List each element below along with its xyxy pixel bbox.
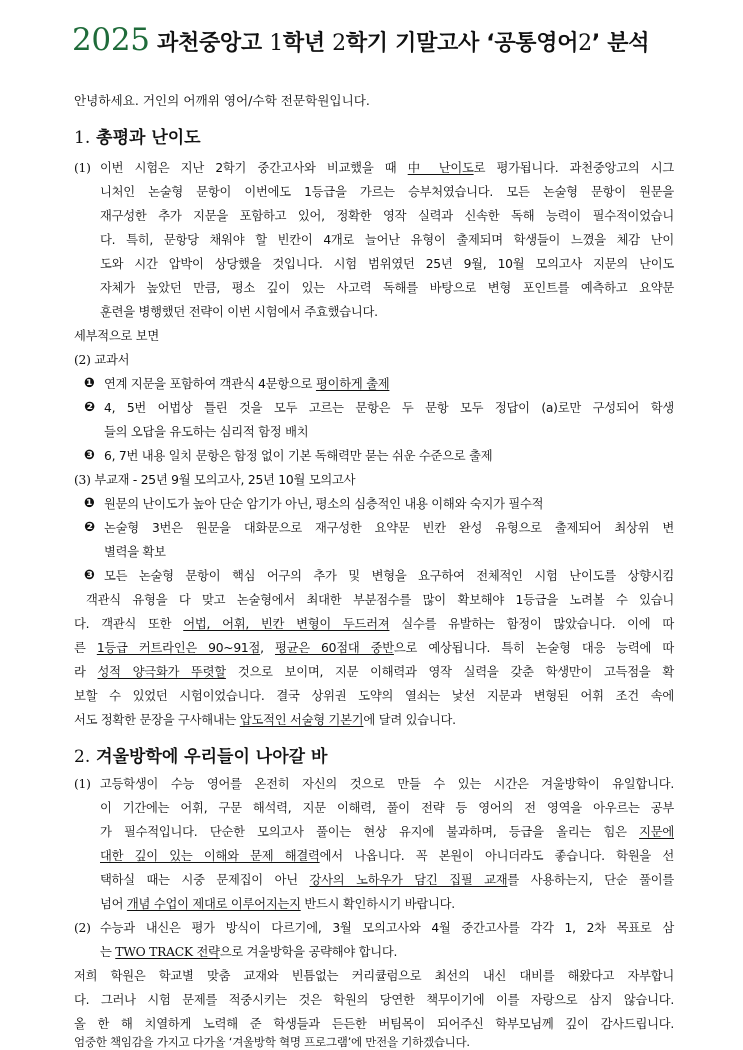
s1-p2-marker: (2) [74, 353, 91, 367]
text-span: 에서 나옵니다. 꼭 본원이 아니더라도 좋습니다. 학원을 선 [319, 849, 674, 863]
s1-p1-line-5: 도와 시간 압박이 상당했을 것입니다. 시험 범위였던 25년 9월, 10월 모의고사 지문의 난이도 [100, 257, 674, 271]
closing-line-2: 다. 그러나 시험 문제를 적중시키는 것은 학원의 당연한 책무이기에 이를 자랑으로 삼지 않습니다. [74, 993, 674, 1007]
section-2-heading [74, 742, 327, 767]
bullet-2-icon: ❷ [84, 520, 95, 535]
s1-p3-bullet-3: 모든 논술형 문항이 핵심 어구의 추가 및 변형을 요구하여 전체적인 시험 난이도를 상향시킴 [104, 569, 674, 583]
s2-p1-line-1: 고등학생이 수능 영어를 온전히 자신의 것으로 만들 수 있는 시간은 겨울방학이 유일합니다. [100, 777, 674, 791]
closing-line-1: 저희 학원은 학교별 맞춤 교재와 빈틈없는 커리큘럼으로 최선의 내신 대비를 해왔다고 자부합니 [74, 969, 674, 983]
section-2-title: 겨울방학에 우리들이 나아갈 바 [96, 747, 328, 767]
text-span: 넘어 [100, 897, 127, 911]
s1-p3-bullet-2-line-1: 논술형 3번은 원문을 대화문으로 재구성한 요약문 빈칸 완성 유형으로 출제되어 최상위 변 [104, 521, 674, 535]
text-span: 택하실 때는 시중 문제집이 아닌 [100, 873, 310, 887]
underlined-text: 中 난이도 [407, 161, 474, 175]
s1-p1-line-6: 자체가 높았던 만큼, 평소 깊이 있는 사고력 독해를 바탕으로 변형 포인트를 예측하고 요약문 [100, 281, 674, 295]
underlined-text: 평이하게 출제 [315, 377, 390, 391]
bullet-3-icon: ❸ [84, 568, 95, 583]
bullet-2-icon: ❷ [84, 400, 95, 415]
s1-p1-line-4: 다. 특히, 문항당 채워야 할 빈칸이 4개로 늘어난 유형이 출제되며 학생들이 느꼈을 체감 난이 [100, 233, 674, 247]
closing-line-3: 올 한 해 치열하게 노력해 준 학생들과 든든한 버팀목이 되어주신 학부모님께 깊이 감사드립니다. [74, 1017, 674, 1031]
text-span: 으로 예상됩니다. 특히 논술형 대응 능력에 따 [393, 641, 674, 655]
s2-p1-line-4 [100, 848, 674, 864]
underlined-text: 1등급 커트라인은 90~91점 [96, 641, 261, 655]
detail-intro: 세부적으로 보면 [74, 329, 160, 343]
s1-p3-header [74, 472, 355, 488]
summary-line-5: 보할 수 있었던 시험이었습니다. 결국 상위권 도약의 열쇠는 낯선 지문과 변형된 어휘 조건 속에 [74, 689, 674, 703]
title-subject-number: 2 [578, 31, 592, 56]
text-span: 라 [74, 665, 98, 679]
text-span: 다. 객관식 또한 [74, 617, 184, 631]
bullet-1-icon: ❶ [84, 496, 95, 511]
page-title [72, 22, 649, 62]
text-span: 를 사용하는지, 단순 풀이를 [507, 873, 675, 887]
summary-line-2 [74, 616, 674, 632]
bullet-1-icon: ❶ [84, 376, 95, 391]
closing-line-4: 엄중한 책임감을 가지고 다가올 ‘겨울방학 혁명 프로그램’에 만전을 기하겠습니다. [74, 1035, 470, 1049]
title-part-2: 학년 [282, 31, 333, 56]
text-span: 실수를 유발하는 함정이 많았습니다. 이에 따 [389, 617, 674, 631]
section-1-number: 1. [74, 128, 91, 148]
text-span: 서도 정확한 문장을 구사해내는 [74, 713, 240, 727]
underlined-text: 강사의 노하우가 담긴 집필 교재 [309, 873, 508, 887]
s2-p1-line-3 [100, 824, 674, 840]
underlined-text: 개념 수업이 제대로 이루어지는지 [126, 897, 301, 911]
summary-line-4 [74, 664, 674, 680]
text-span: 로 평가됩니다. 과천중앙고의 시그 [473, 161, 675, 175]
summary-line-6 [74, 712, 456, 728]
underlined-text: 압도적인 서술형 기본기 [239, 713, 364, 727]
summary-line-3 [74, 640, 674, 656]
s2-p1-line-2: 이 기간에는 어휘, 구문 해석력, 지문 이해력, 풀이 전략 등 영어의 전 영역을 아우르는 공부 [100, 801, 674, 815]
s1-p2-bullet-1 [104, 376, 389, 392]
s1-p3-marker: (3) [74, 473, 91, 487]
text-span: 가 필수적입니다. 단순한 모의고사 풀이는 현상 유지에 불과하며, 등급을 올리는 힘은 [100, 825, 640, 839]
s2-p1-marker: (1) [74, 777, 91, 791]
summary-line-1: 객관식 유형을 다 맞고 논술형에서 최대한 부분점수를 많이 확보해야 1등급을 노려볼 수 있습니 [86, 593, 674, 607]
text-span: 연계 지문을 포함하여 객관식 4문항으로 [104, 377, 316, 391]
title-part-1: 과천중앙고 [149, 31, 270, 56]
s1-p3-bullet-2-line-2: 별력을 확보 [104, 545, 166, 559]
s1-p1-line-1 [100, 160, 674, 176]
section-2-number: 2. [74, 747, 91, 767]
title-grade-number: 1 [269, 31, 283, 56]
text-span: 이번 시험은 지난 2학기 중간고사와 비교했을 때 [100, 161, 408, 175]
s1-p2-bullet-2-line-2: 들의 오답을 유도하는 심리적 함정 배치 [104, 425, 309, 439]
underlined-text: 대한 깊이 있는 이해와 문제 해결력 [100, 849, 320, 863]
title-semester-number: 2 [332, 31, 346, 56]
s1-p2-header [74, 352, 129, 368]
text-span: , [260, 641, 275, 655]
text-span: 것으로 보이며, 지문 이해력과 영작 실력을 갖춘 학생만이 고득점을 확 [225, 665, 674, 679]
s1-p1-line-3: 재구성한 추가 지문을 포함하고 있어, 정확한 영작 실력과 신속한 독해 능력이 필수적이었습니 [100, 209, 674, 223]
s1-p1-marker: (1) [74, 161, 91, 175]
intro-text: 안녕하세요. 거인의 어깨위 영어/수학 전문학원입니다. [74, 93, 370, 108]
text-span: 으로 겨울방학을 공략해야 합니다. [219, 945, 398, 959]
text-span: 른 [74, 641, 97, 655]
s1-p2-label: 교과서 [94, 353, 130, 367]
underlined-text: TWO TRACK 전략 [115, 945, 220, 959]
s1-p2-bullet-2-line-1: 4, 5번 어법상 틀린 것을 모두 고르는 문항은 두 문항 모두 정답이 (a)로만 구성되어 학생 [104, 401, 674, 415]
bullet-3-icon: ❸ [84, 448, 95, 463]
underlined-text: 성적 양극화가 뚜렷할 [97, 665, 226, 679]
s2-p1-line-6 [100, 896, 455, 912]
s2-p2-line-2 [100, 944, 397, 960]
s1-p1-line-7: 훈련을 병행했던 전략이 이번 시험에서 주효했습니다. [100, 305, 378, 319]
text-span: 는 [100, 945, 116, 959]
s1-p3-bullet-1: 원문의 난이도가 높아 단순 암기가 아닌, 평소의 심층적인 내용 이해와 숙지가 필수적 [104, 497, 544, 511]
title-part-3: 학기 기말고사 ‘공통영어 [345, 31, 579, 56]
s2-p2-marker: (2) [74, 921, 91, 935]
s2-p2-line-1: 수능과 내신은 평가 방식이 다르기에, 3월 모의고사와 4월 중간고사를 각각 1, 2차 목표로 삼 [100, 921, 674, 935]
s1-p3-label: 부교재 - 25년 9월 모의고사, 25년 10월 모의고사 [94, 473, 356, 487]
text-span: 반드시 확인하시기 바랍니다. [300, 897, 455, 911]
section-1-title: 총평과 난이도 [96, 128, 201, 148]
section-1-heading [74, 123, 201, 148]
title-part-4: ’ 분석 [591, 31, 650, 56]
underlined-text: 평균은 60점대 중반 [274, 641, 394, 655]
underlined-text: 어법, 어휘, 빈칸 변형이 두드러져 [183, 617, 390, 631]
underlined-text: 지문에 [639, 825, 674, 839]
title-year: 2025 [72, 22, 150, 58]
s1-p1-line-2: 니처인 논술형 문항이 이번에도 1등급을 가르는 승부처였습니다. 모든 논술형 문항이 원문을 [100, 185, 674, 199]
s1-p2-bullet-3: 6, 7번 내용 일치 문항은 함정 없이 기본 독해력만 묻는 쉬운 수준으로 출제 [104, 449, 493, 463]
text-span: 에 달려 있습니다. [363, 713, 456, 727]
s2-p1-line-5 [100, 872, 674, 888]
